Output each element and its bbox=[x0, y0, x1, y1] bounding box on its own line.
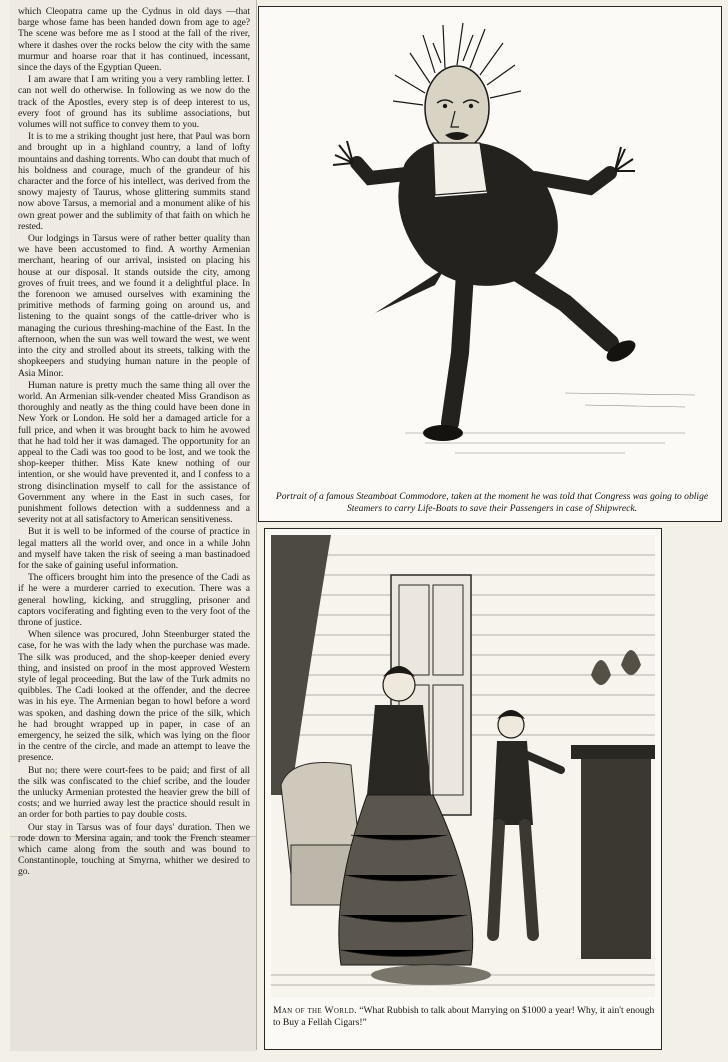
article-column bbox=[18, 6, 250, 879]
man-of-the-world-panel bbox=[264, 528, 662, 1050]
commodore-cartoon-image bbox=[265, 13, 715, 487]
article-paragraph: Human nature is pretty much the same thing all over the world. An Armenian silk-vender cheated Miss Grandison as thoroughly and neatly as the thing could have been done in New York or London. He sold her a damaged article for a full price, and when it was brought back to him he avowed that he had told her it was damaged. The opportunity for an appeal to the Cadi was too good to be lost, and we took the shop-keeper thither. Miss Kate knew nothing of our intention, or she would have prevented it, and I confess to a strong disinclination myself to call for the assistance of Government any where in the East in such cases, for punishment follows detection with a suddenness and a severity not at all satisfactory to American sensitiveness. bbox=[18, 379, 250, 526]
article-paragraph: When silence was procured, John Steenburger stated the case, for he was with the lady when the purchase was made. The silk was produced, and the shop-keeper denied every thing, and insisted on proof in the most approved Western style of legal proceeding. But the law of the Turk admits no quibbles. The Cadi looked at the offender, and the decree was in his eye. The Armenian began to howl before a word was spoken, and dashing down the price of the silk, which he had brought wrapped up in paper, in case of an emergency, he seized the silk, which was lying on the floor in the centre of the circle, and made an attempt to leave the presence. bbox=[18, 629, 250, 764]
article-paragraph: But no; there were court-fees to be paid; and first of all the silk was confiscated to the chief scribe, and the louder the unlucky Armenian protested the heavier grew the bill of costs; and we hurried away lest the practice should result in an order for both parties to pay double costs. bbox=[18, 764, 250, 821]
article-paragraph: The officers brought him into the presence of the Cadi as if he were a murderer carried to execution. There was a general howling, kicking, and struggling, prisoner and captors vociferating and fighting even to the very foot of the throne of justice. bbox=[18, 572, 250, 628]
article-paragraph: Our lodgings in Tarsus were of rather better quality than we have been accustomed to find. A worthy Armenian merchant, hearing of our arrival, insisted on placing his house at our disposal. It stands outside the city, among groves of fruit trees, and we found it a delightful place. In the forenoon we amused ourselves with examining the primitive methods of farming going on around us, and listening to the quaint songs of the cattle-driver who is managing the curious threshing-machine of the East. In the afternoon, when the sun was well toward the west, we went into the city and strolled about its streets, talking with the shopkeepers and studying human nature in the people of Asia Minor. bbox=[18, 233, 250, 379]
article-paragraph: which Cleopatra came up the Cydnus in old days —that barge whose fame has been handed down from age to age? The scene was before me as I stood at the fall of the river, where it dashes over the rocks below the city with the same murmur and hoarse roar that it has continued, incessant, since the days of the Egyptian Queen. bbox=[18, 6, 250, 74]
man-of-the-world-image bbox=[271, 535, 655, 997]
article-paragraph: I am aware that I am writing you a very rambling letter. I can not well do otherwise. In following as we now do the track of the Apostles, every step is of deep interest to us, every foot of ground has its sublime associations, but volumes will not suffice to convey them to you. bbox=[18, 74, 250, 131]
article-paragraph: But it is well to be informed of the course of practice in legal matters all the world over, and once in a while John and myself have taken the risk of seeing a man bastinadoed for the sake of gaining useful information. bbox=[18, 526, 250, 571]
man-of-the-world-caption bbox=[273, 1005, 655, 1029]
caption-quote: “What Rubbish to talk about Marrying on $1000 a year! Why, it ain't enough to Buy a Fellah Cigars!” bbox=[273, 1005, 655, 1028]
article-paragraph: It is to me a striking thought just here, that Paul was born and brought up in a highland country, a land of lofty mountains and dashing torrents. Who can doubt that much of his boldness and courage, much of the grandeur of his character and the force of his intellect, was derived from the snowy majesty of Taurus, whose glittering summits stand now above Tarsus, a memorial and a monument alike of his own great power and the sublimity of that faith on which he rested. bbox=[18, 131, 250, 232]
article-paragraph: Our stay in Tarsus was of four days' duration. Then we rode down to Mersina again, and took the French steamer which came along from the south and was bound to Constantinople, touching at Smyrna, whither we desired to go. bbox=[18, 821, 250, 878]
caption-lead: Man of the World. bbox=[273, 1005, 357, 1016]
commodore-caption: Portrait of a famous Steamboat Commodore, taken at the moment he was told that Congress was going to oblige Steamers to carry Life-Boats to save their Passengers in case of Shipwreck. bbox=[275, 491, 709, 514]
commodore-illustration-panel bbox=[258, 6, 722, 522]
